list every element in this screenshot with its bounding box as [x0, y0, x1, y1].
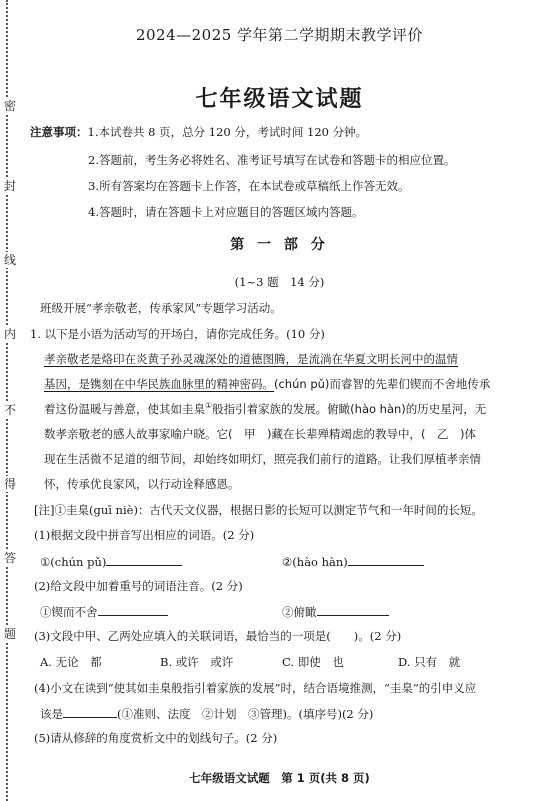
seal-char: 内 [3, 327, 16, 341]
sub-question-4-line2 [40, 705, 373, 722]
page-footer: 七年级语文试题 第 1 页(共 8 页) [189, 771, 370, 785]
answer-blank[interactable] [98, 603, 168, 616]
question-text: 该是 [40, 707, 63, 721]
passage-text: 般指引着家族的发展。俯瞰(hào hàn)的历史星河，无 [212, 402, 487, 416]
answer-label: ②俯瞰 [282, 605, 317, 619]
passage-line: 数孝亲敬老的感人故事家喻户晓。它( 甲 )藏在长辈殚精竭虑的教导中，( 乙 )体 [44, 427, 476, 441]
seal-char: 密 [3, 99, 16, 113]
sub-question-2: (2)给文段中加着重号的词语注音。(2 分) [34, 579, 243, 593]
exam-title: 七年级语文试题 [195, 87, 364, 112]
answer-label: ②(hào hàn) [282, 555, 348, 569]
answer-line-2b [282, 603, 389, 620]
footnote-marker: ① [205, 401, 213, 411]
note-item: 3.所有答案均在答题卡上作答，在本试卷或草稿纸上作答无效。 [88, 179, 410, 193]
answer-blank[interactable] [106, 553, 182, 566]
term-title: 2024—2025 学年第二学期期末教学评价 [135, 26, 424, 44]
note-item: 4.答题时，请在答题卡上对应题目的答题区域内答题。 [88, 205, 364, 219]
choice-c[interactable]: C. 即使 也 [282, 655, 344, 669]
passage-line [44, 351, 458, 367]
sub-question-1: (1)根据文段中拼音写出相应的词语。(2 分) [34, 528, 255, 542]
seal-char: 不 [3, 403, 16, 417]
note-item: 2.答题前，考生务必将姓名、准考证号填写在试卷和答题卡的相应位置。 [88, 153, 456, 167]
passage-text: 着这份温暖与善意，使其如圭臬 [44, 402, 205, 416]
passage-line: 现在生活微不足道的细节间，却始终如明灯，照亮我们前行的道路。让我们厚植孝亲情 [44, 452, 481, 466]
answer-label: ①(chún pǔ) [40, 555, 107, 569]
passage-text: (chún pǔ)而睿智的先辈们锲而不舍地传承 [274, 377, 491, 391]
passage-line [44, 401, 486, 417]
underlined-sentence: 基因，是镌刻在中华民族血脉里的精神密码。 [44, 377, 274, 391]
activity-intro: 班级开展“孝亲敬老，传承家风”专题学习活动。 [40, 301, 282, 315]
part-title: 第 一 部 分 [230, 237, 329, 253]
part-range: (1~3 题 14 分) [234, 275, 325, 289]
answer-blank[interactable] [348, 553, 424, 566]
choice-d[interactable]: D. 只有 就 [398, 655, 461, 669]
seal-char: 封 [3, 179, 16, 193]
note-item: 1.本试卷共 8 页，总分 120 分，考试时间 120 分钟。 [87, 125, 368, 139]
answer-blank[interactable] [317, 603, 389, 616]
sub-question-5: (5)请从修辞的角度赏析文中的划线句子。(2 分) [34, 731, 278, 745]
seal-char: 题 [3, 627, 16, 641]
answer-line-1b [282, 553, 424, 569]
seal-char: 答 [3, 551, 16, 565]
notes-label: 注意事项： [30, 125, 88, 139]
seal-char: 得 [3, 477, 16, 491]
question-1-stem: 1. 以下是小语为活动写的开场白，请你完成任务。(10 分) [30, 327, 325, 341]
seal-char: 线 [3, 253, 16, 267]
answer-label: ①锲而不舍 [40, 605, 98, 619]
underlined-sentence: 孝亲敬老是烙印在炎黄子孙灵魂深处的道德图腾，是流淌在华夏文明长河中的温情 [44, 352, 458, 366]
footnote: [注]①圭臬(guī niè)：古代天文仪器，根据日影的长短可以测定节气和一年时间的长短。 [34, 503, 483, 517]
sub-question-3: (3)文段中甲、乙两处应填入的关联词语，最恰当的一项是( )。(2 分) [34, 629, 402, 643]
choice-a[interactable]: A. 无论 都 [40, 655, 102, 669]
answer-line-1a [40, 553, 182, 569]
passage-line [44, 376, 490, 392]
answer-line-2a [40, 603, 168, 620]
sub-question-4: (4)小文在读到“使其如圭臬般指引着家族的发展”时，结合语境推测，“圭臬”的引申义应 [34, 681, 477, 695]
answer-blank[interactable] [63, 705, 117, 718]
seal-dotted-line [6, 0, 10, 801]
passage-line: 怀，传承优良家风，以行动诠释感恩。 [44, 477, 240, 491]
question-text: (①准则、法度 ②计划 ③管理)。(填序号)(2 分) [117, 707, 374, 721]
choice-b[interactable]: B. 或许 或许 [160, 655, 234, 669]
